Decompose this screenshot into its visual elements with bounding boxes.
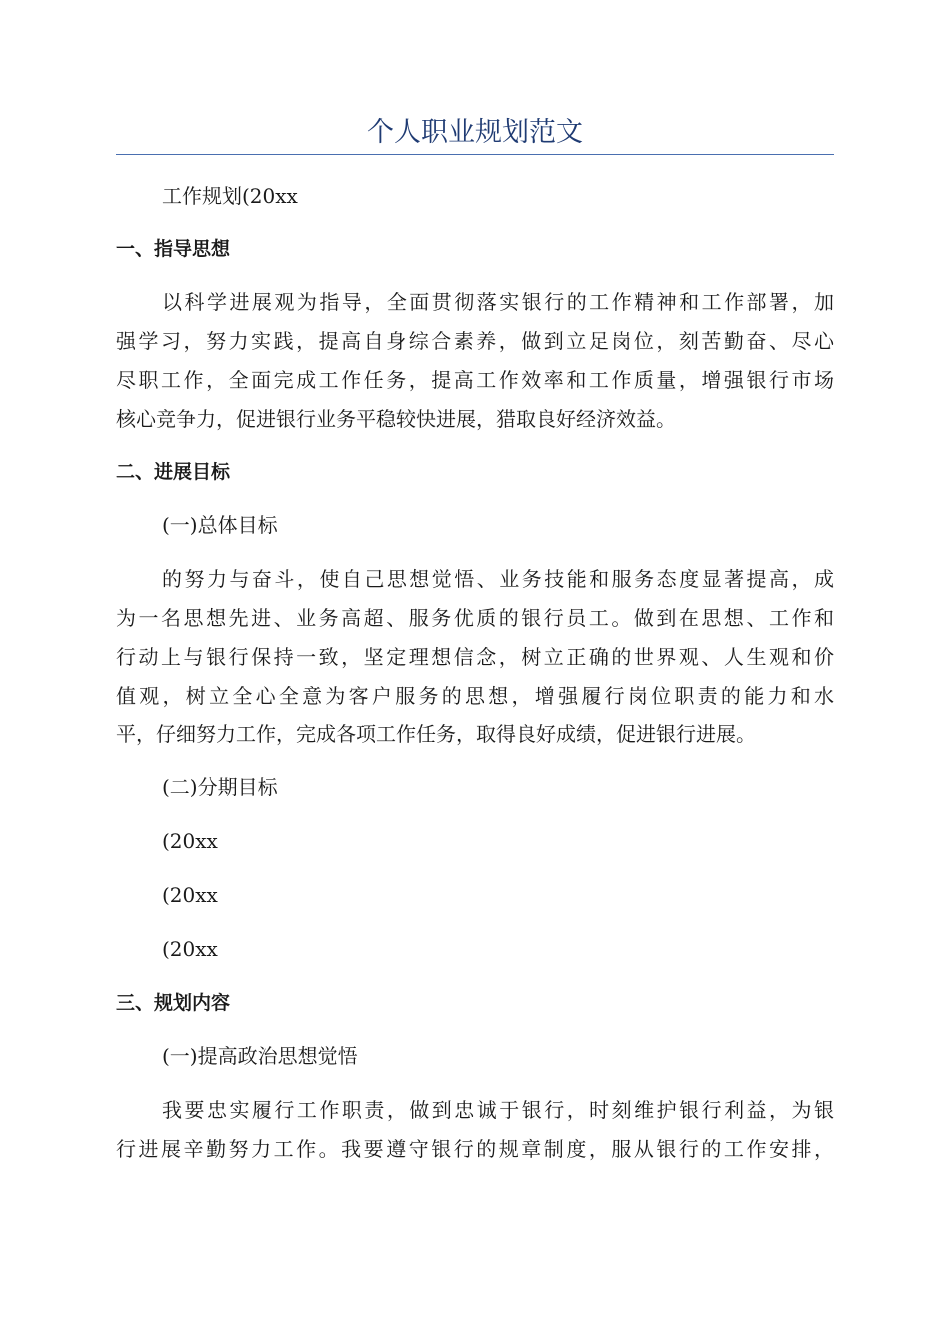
- stage-item: (20xx: [162, 937, 218, 961]
- document-title: 个人职业规划范文: [367, 117, 583, 148]
- paragraph-line: 的努力与奋斗，使自己思想觉悟、业务技能和服务态度显著提高，成: [162, 567, 834, 591]
- subheading: (二)分期目标: [162, 775, 278, 799]
- paragraph-line: 我要忠实履行工作职责，做到忠诚于银行，时刻维护银行利益，为银: [162, 1098, 834, 1122]
- paragraph-line: 值观，树立全心全意为客户服务的思想，增强履行岗位职责的能力和水: [116, 684, 834, 708]
- paragraph-line: 强学习，努力实践，提高自身综合素养，做到立足岗位，刻苦勤奋、尽心: [116, 329, 834, 353]
- intro-paragraph: 工作规划(20xx: [162, 184, 298, 208]
- paragraph-line: 以科学进展观为指导，全面贯彻落实银行的工作精神和工作部署，加: [162, 290, 834, 314]
- subheading: (一)提高政治思想觉悟: [162, 1044, 358, 1068]
- section-heading-3: 三、规划内容: [116, 992, 231, 1014]
- paragraph-line: 行动上与银行保持一致，坚定理想信念，树立正确的世界观、人生观和价: [116, 645, 834, 669]
- paragraph-line: 尽职工作，全面完成工作任务，提高工作效率和工作质量，增强银行市场: [116, 368, 834, 392]
- section-heading-2: 二、进展目标: [116, 461, 231, 483]
- section-heading-1: 一、指导思想: [116, 238, 231, 260]
- paragraph-line: 行进展辛勤努力工作。我要遵守银行的规章制度，服从银行的工作安排，: [116, 1137, 834, 1161]
- paragraph-line: 为一名思想先进、业务高超、服务优质的银行员工。做到在思想、工作和: [116, 606, 834, 630]
- stage-item: (20xx: [162, 829, 218, 853]
- paragraph-line: 平，仔细努力工作，完成各项工作任务，取得良好成绩，促进银行进展。: [116, 722, 756, 746]
- subheading: (一)总体目标: [162, 513, 278, 537]
- stage-item: (20xx: [162, 883, 218, 907]
- paragraph-line: 核心竞争力，促进银行业务平稳较快进展，猎取良好经济效益。: [116, 407, 676, 431]
- title-underline: [116, 154, 834, 155]
